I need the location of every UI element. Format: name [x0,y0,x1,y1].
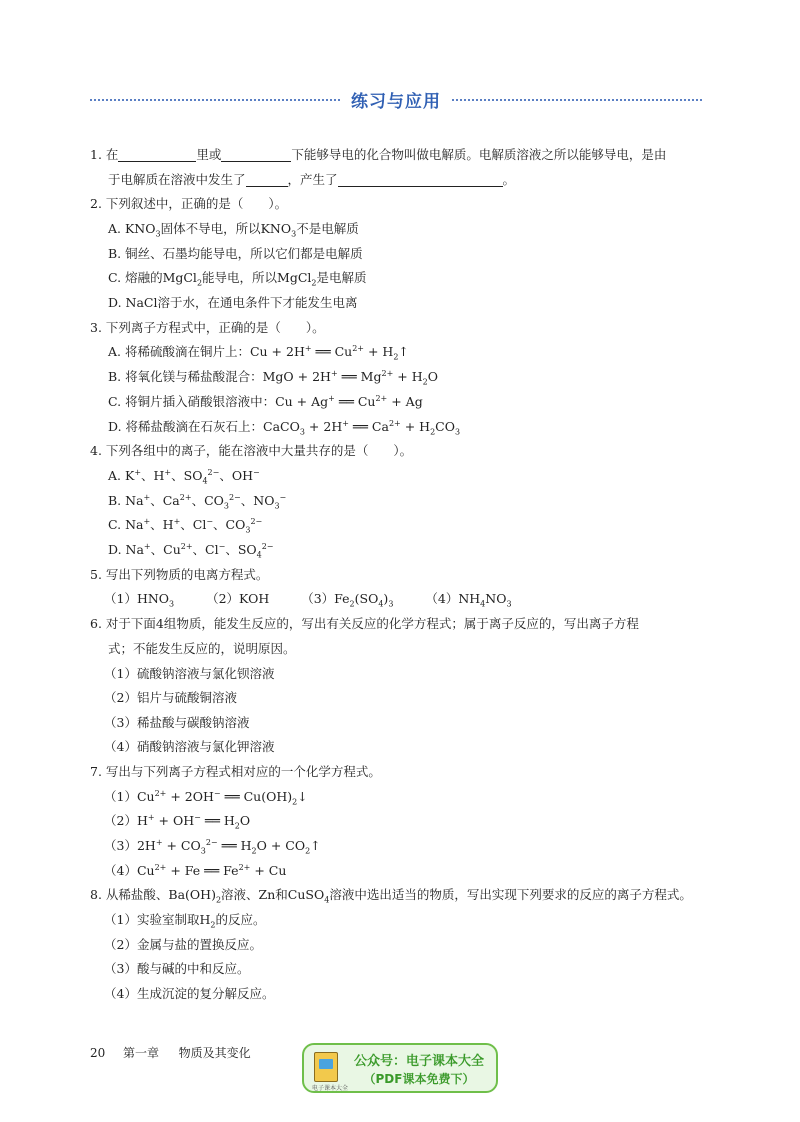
q4d-t3: 、Cl [192,542,219,557]
q4d-sup4: 2− [261,541,274,551]
q2-option-c [108,268,367,288]
question-5-stem: 5. 写出下列物质的电离方程式。 [90,567,269,582]
q3-option-d [108,417,460,437]
q3d-sub1: 3 [299,427,305,437]
q3a-sup2: 2+ [352,343,364,353]
q7-1-sub1: 2 [292,797,298,807]
question-4-stem: 4. 下列各组中的离子，能在溶液中大量共存的是（ ）。 [90,443,413,458]
q5-4-t2: NO [485,591,507,606]
q3c-sup2: 2+ [375,393,388,403]
q3d-t3: ══ Ca [348,419,389,434]
q7-1-t1: （1）Cu [104,789,155,804]
q4b-sup2: 2+ [179,492,192,502]
q4d-sup2: 2+ [180,541,193,551]
q6-sub-4: （4）硝酸钠溶液与氯化钾溶液 [104,739,275,754]
q7-3-sup1: + [155,837,163,847]
q7-1-sup1: 2+ [154,788,167,798]
q2-option-a [108,219,359,239]
q1-text-e: ，产生了 [287,172,338,187]
page-number: 20 [90,1046,106,1060]
q4a-t4: 、OH [219,468,253,483]
q7-3-sub2: 2 [251,846,257,856]
q7-2-t2: + OH [154,813,195,828]
q1-blank-1 [118,147,196,162]
q2-option-d: D. NaCl溶于水，在通电条件下才能发生电离 [108,295,358,310]
q7-1-sup2: − [213,788,221,798]
q1-text-d: 于电解质在溶液中发生了 [108,172,246,187]
q4c-sup3: − [206,516,214,526]
q5-3-sub1: 2 [349,599,355,609]
q5-3-t1: （3）Fe [301,591,350,606]
q1-text-c: 下能够导电的化合物叫做电解质。电解质溶液之所以能够导电，是由 [291,147,667,162]
q4-option-d [108,540,274,560]
q7-3-sub1: 3 [200,846,206,856]
q4d-t4: 、SO [225,542,257,557]
q8-t2: 溶液、Zn和CuSO [221,887,325,902]
q7-3-sup2: 2− [205,837,218,847]
q5-1-sub: 3 [169,599,175,609]
q4a-sup3: 2− [207,467,220,477]
q2c-t3: 是电解质 [316,270,367,285]
q3d-t2: + 2H [304,419,343,434]
q3a-t3: + H [364,344,394,359]
q5-item-1 [104,591,175,609]
q2c-sub1: 2 [196,278,203,288]
q8-1-t2: 的反应。 [215,912,266,927]
watermark-badge [302,1043,498,1093]
q5-item-3 [301,591,394,609]
q8-t3: 溶液中选出适当的物质，写出实现下列要求的反应的离子方程式。 [329,887,692,902]
q4c-sub1: 3 [245,525,251,535]
q5-3-t2: (SO [354,591,379,606]
q7-eq-2 [104,811,250,831]
question-2-stem: 2. 下列叙述中，正确的是（ ）。 [90,196,288,211]
book-icon [314,1052,338,1082]
q4b-t1: B. Na [108,493,144,508]
q1-blank-2 [221,147,291,162]
q4c-sup2: + [173,516,181,526]
q8-sub1: 2 [215,895,222,905]
q4b-sub1: 3 [223,501,229,511]
q8-sub-3: （3）酸与碱的中和反应。 [104,961,250,976]
q7-eq-1 [104,787,308,807]
q4d-sub1: 4 [256,550,262,560]
question-7-stem: 7. 写出与下列离子方程式相对应的一个化学方程式。 [90,764,381,779]
q4b-sup3: 2− [228,492,241,502]
q7-3-t3: ══ H [217,838,252,853]
q2a-sub1: 3 [155,229,161,239]
q7-4-t1: （4）Cu [104,863,155,878]
q3d-sup2: 2+ [388,418,401,428]
q7-4-t2: + Fe ══ Fe [166,863,239,878]
q3a-sup1: + [304,343,312,353]
q2c-t1: C. 熔融的MgCl [108,270,197,285]
q7-2-sub1: 2 [234,821,240,831]
q1-text-b: 里或 [196,147,222,162]
q4b-sup4: − [279,492,287,502]
q3b-sub1: 2 [422,377,428,387]
q2a-t2: 固体不导电，所以KNO [160,221,292,236]
q4a-sup2: + [164,467,172,477]
q5-3-sub2: 4 [378,599,384,609]
q4d-sup3: − [218,541,226,551]
q3a-t2: ══ Cu [311,344,353,359]
q3d-sub2: 2 [430,427,436,437]
q4a-sub1: 4 [202,476,208,486]
q3b-t3: + H [393,369,423,384]
q6-sub-2: （2）铝片与硫酸铜溶液 [104,690,237,705]
q4a-sup1: + [134,467,142,477]
q5-3-t3: ) [383,591,389,606]
question-8-stem [90,885,692,905]
q2c-t2: 能导电，所以MgCl [202,270,312,285]
q7-3-sub3: 2 [305,846,311,856]
q3c-t1: C. 将铜片插入硝酸银溶液中：Cu + Ag [108,394,329,409]
q3b-sup2: 2+ [381,368,394,378]
q4d-t1: D. Na [108,542,144,557]
q8-1-t1: （1）实验室制取H [104,912,211,927]
q3a-sub1: 2 [393,352,399,362]
q2a-sub2: 3 [291,229,297,239]
question-6-line-2: 式；不能发生反应的，说明原因。 [108,641,296,656]
question-1-line-1 [90,145,666,165]
q3-option-c [108,392,423,412]
q7-2-t4: O [239,813,251,828]
q4c-t4: 、CO [213,517,246,532]
q5-3-sub3: 3 [388,599,394,609]
q4-option-b [108,491,286,511]
q3-option-a [108,342,409,362]
q3c-sup1: + [328,393,335,403]
question-6-line-1: 6. 对于下面4组物质，能发生反应的，写出有关反应的化学方程式；属于离子反应的，写出离子方程 [90,616,639,631]
q4a-t1: A. K [108,468,135,483]
q7-3-t5: ↑ [310,838,321,853]
q5-4-sub2: 3 [506,599,512,609]
q7-2-sup1: + [147,812,155,822]
q7-2-t1: （2）H [104,813,148,828]
q7-1-t2: + 2OH [166,789,214,804]
q4c-t2: 、H [150,517,174,532]
q8-sub-4: （4）生成沉淀的复分解反应。 [104,986,275,1001]
q7-1-t3: ══ Cu(OH) [220,789,293,804]
q7-eq-3 [104,836,321,856]
page-footer [90,1044,251,1061]
q4d-sup1: + [143,541,151,551]
q3c-t3: + Ag [387,394,423,409]
q8-sub2: 4 [324,895,330,905]
q6-sub-3: （3）稀盐酸与碳酸钠溶液 [104,715,250,730]
badge-line-2: （PDF课本免费下） [363,1072,475,1086]
footer-chapter: 第一章 [122,1046,159,1060]
q4c-sup1: + [143,516,151,526]
q3b-t4: O [427,369,438,384]
q8-t1: 8. 从稀盐酸、Ba(OH) [90,887,216,902]
q1-blank-3 [246,172,288,187]
q4-option-a [108,466,260,486]
q5-item-4 [425,591,512,609]
q4b-t2: 、Ca [150,493,180,508]
question-1-line-2 [108,170,515,190]
q5-1-t: （1）HNO [104,591,170,606]
q8-sub-2: （2）金属与盐的置换反应。 [104,937,262,952]
q7-4-sup2: 2+ [238,862,251,872]
q4c-t3: 、Cl [180,517,207,532]
q1-blank-4 [338,172,503,187]
q3d-t4: + H [400,419,431,434]
q4b-t4: 、NO [240,493,275,508]
q8-1-sub: 2 [210,920,216,930]
q7-3-t2: + CO [162,838,201,853]
q3b-sup1: + [330,368,338,378]
q7-3-t1: （3）2H [104,838,156,853]
q8-sub-1 [104,910,265,930]
q2a-t1: A. KNO [108,221,156,236]
q4a-sup4: − [252,467,260,477]
q5-item-2: （2）KOH [206,591,270,606]
q3a-t1: A. 将稀硫酸滴在铜片上：Cu + 2H [108,344,305,359]
q7-3-t4: O + CO [256,838,306,853]
q4d-t2: 、Cu [150,542,181,557]
q6-sub-1: （1）硫酸钠溶液与氯化钡溶液 [104,666,275,681]
q3b-t2: ══ Mg [337,369,382,384]
q5-4-t1: （4）NH [425,591,481,606]
q4b-t3: 、CO [191,493,224,508]
q4b-sub2: 3 [274,501,280,511]
badge-line-1: 公众号：电子课本大全 [353,1054,484,1069]
q2c-sub2: 2 [311,278,317,288]
q5-4-sub1: 4 [480,599,486,609]
badge-icon-caption: 电子课本大全 [312,1085,349,1092]
section-title: 练习与应用 [351,92,441,112]
q4a-t3: 、SO [171,468,203,483]
q7-1-t4: ↓ [297,789,308,804]
q3d-t5: CO [435,419,455,434]
q4c-sup4: 2− [250,516,263,526]
q2a-t3: 不是电解质 [296,221,359,236]
q3-option-b [108,367,438,387]
q2-option-b: B. 铜丝、石墨均能导电，所以它们都是电解质 [108,246,363,261]
question-3-stem: 3. 下列离子方程式中，正确的是（ ）。 [90,320,325,335]
q1-text-f: 。 [502,172,516,187]
q4-option-c [108,515,262,535]
q5-items [104,589,512,609]
q3d-t1: D. 将稀盐酸滴在石灰石上：CaCO [108,419,300,434]
q7-4-t3: + Cu [250,863,287,878]
q3d-sub3: 3 [454,427,461,437]
exercise-list [90,0,710,1122]
q4c-t1: C. Na [108,517,144,532]
q4a-t2: 、H [141,468,165,483]
q4b-sup1: + [143,492,151,502]
q7-eq-4 [104,861,286,881]
q1-text-a: 1. 在 [90,147,119,162]
q7-2-t3: ══ H [200,813,235,828]
footer-chapter-title: 物质及其变化 [178,1046,251,1060]
q3a-t4: ↑ [398,344,409,359]
q3d-sup1: + [342,418,349,428]
q3b-t1: B. 将氧化镁与稀盐酸混合：MgO + 2H [108,369,331,384]
q3c-t2: ══ Cu [334,394,376,409]
q7-4-sup1: 2+ [154,862,167,872]
q7-2-sup2: − [194,812,201,822]
